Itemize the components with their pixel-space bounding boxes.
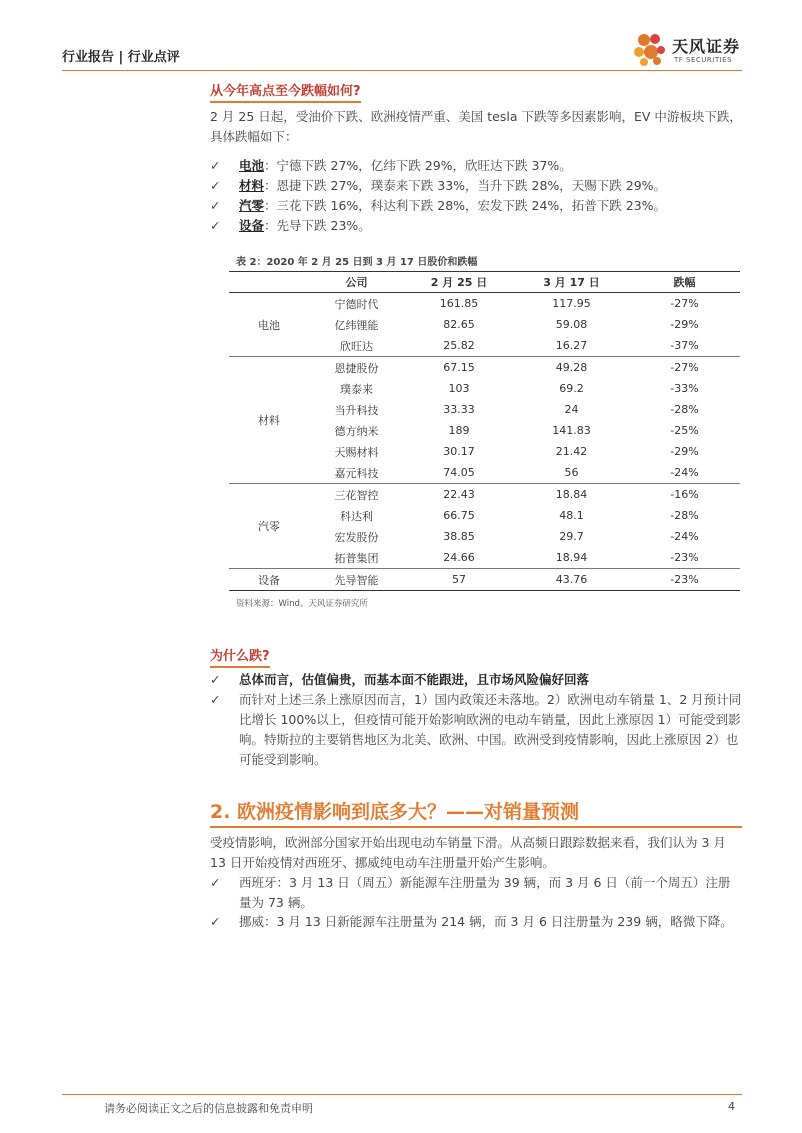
report-category: 行业报告 | 行业点评 <box>62 50 180 65</box>
change-cell: -28% <box>670 509 699 522</box>
list-item: ✓ 挪威：3 月 13 日新能源车注册量为 214 辆，而 3 月 6 日注册量为 239 辆，略微下降。 <box>210 912 742 932</box>
price-cell: 18.94 <box>514 547 629 569</box>
price-cell: 56 <box>514 462 629 484</box>
company-cell: 嘉元科技 <box>309 462 404 484</box>
column-header: 2 月 25 日 <box>404 272 514 293</box>
price-cell: 33.33 <box>443 403 475 416</box>
company-cell: 天赐材料 <box>334 445 379 459</box>
company-cell: 拓普集团 <box>309 547 404 569</box>
change-cell: -27% <box>670 297 699 310</box>
logo-english: TF SECURITIES <box>674 56 733 64</box>
list-item: ✓ 西班牙：3 月 13 日（周五）新能源车注册量为 39 辆，而 3 月 6 日（前一个周五）注册量为 73 辆。 <box>210 875 731 910</box>
company-cell: 科达利 <box>340 509 373 523</box>
list-item: ✓ 材料：恩捷下跌 27%，璞泰来下跌 33%，当升下跌 28%，天赐下跌 29%。 <box>210 176 742 196</box>
price-cell: 141.83 <box>552 424 591 437</box>
table-source: 资料来源：Wind、天风证券研究所 <box>236 599 368 609</box>
change-cell: -23% <box>629 547 740 569</box>
company-cell: 璞泰来 <box>340 382 373 396</box>
column-header: 3 月 17 日 <box>514 272 629 293</box>
change-cell: -16% <box>670 488 699 501</box>
company-cell: 宁德时代 <box>334 297 379 311</box>
checkmark-icon: ✓ <box>210 692 221 707</box>
company-cell: 欣旺达 <box>309 335 404 357</box>
stock-price-table <box>229 271 740 591</box>
table-row <box>229 569 740 591</box>
change-cell: -33% <box>670 382 699 395</box>
section-heading-europe: 2. 欧洲疫情影响到底多大？——对销量预测 <box>210 801 580 823</box>
group-label: 材料 <box>229 357 309 484</box>
price-cell: 57 <box>404 569 514 591</box>
price-cell: 161.85 <box>439 297 479 310</box>
price-cell: 117.95 <box>552 297 591 310</box>
price-cell: 49.28 <box>555 361 588 374</box>
checkmark-icon: ✓ <box>210 178 221 193</box>
list-item: ✓ 而针对上述三条上涨原因而言，1）国内政策还未落地。2）欧洲电动车销量 1、2 月预计同比增长 100%以上，但疫情可能开始影响欧洲的电动车销量，因此上涨原因 1）可能受到影响。特斯拉的主要销售地区为北美、欧洲、中国。欧洲受到疫情影响，因此上涨原因 2）也可能受到影响。 <box>210 692 742 767</box>
price-cell: 25.82 <box>404 335 514 357</box>
price-cell: 67.15 <box>443 361 475 374</box>
list-item: ✓ 电池：宁德下跌 27%，亿纬下跌 29%，欣旺达下跌 37%。 <box>210 156 742 176</box>
section1-intro: 2 月 25 日起，受油价下跌、欧洲疫情严重、美国 tesla 下跌等多因素影响，EV 中游板块下跌，具体跌幅如下： <box>210 109 742 144</box>
company-cell: 当升科技 <box>334 403 379 417</box>
column-header: 公司 <box>309 272 404 293</box>
checkmark-icon: ✓ <box>210 672 221 687</box>
table-header-row <box>229 272 740 293</box>
column-header <box>229 272 309 293</box>
price-cell: 29.7 <box>559 530 584 543</box>
flower-logo-icon <box>630 30 670 70</box>
price-cell: 21.42 <box>555 445 588 458</box>
price-cell: 24 <box>564 403 579 416</box>
footer-rule <box>62 1094 742 1095</box>
section3-intro: 受疫情影响，欧洲部分国家开始出现电动车销量下滑。从高频日跟踪数据来看，我们认为 3 月 13 日开始疫情对西班牙、挪威纯电动车注册量开始产生影响。 <box>210 835 726 870</box>
price-cell: 30.17 <box>443 445 475 458</box>
price-cell: 82.65 <box>443 318 475 331</box>
price-cell: 103 <box>448 382 470 395</box>
price-cell: 189 <box>448 424 470 437</box>
company-cell: 三花智控 <box>334 488 379 502</box>
price-cell: 16.27 <box>514 335 629 357</box>
table-caption: 表 2：2020 年 2 月 25 日到 3 月 17 日股价和跌幅 <box>236 257 478 268</box>
company-cell: 先导智能 <box>309 569 404 591</box>
change-cell: -24% <box>629 462 740 484</box>
checkmark-icon: ✓ <box>210 198 221 213</box>
heading-rule <box>210 826 742 828</box>
change-cell: -27% <box>670 361 699 374</box>
checkmark-icon: ✓ <box>210 218 221 233</box>
company-logo <box>630 30 742 70</box>
change-cell: -23% <box>629 569 740 591</box>
change-cell: -29% <box>670 318 699 331</box>
checkmark-icon: ✓ <box>210 875 221 890</box>
list-item: ✓ 设备：先导下跌 23%。 <box>210 216 742 236</box>
page-number: 4 <box>728 1100 735 1113</box>
table-row <box>229 357 740 379</box>
company-cell: 德方纳米 <box>334 424 379 438</box>
company-cell: 宏发股份 <box>334 530 379 544</box>
price-cell: 43.76 <box>514 569 629 591</box>
change-cell: -25% <box>670 424 699 437</box>
price-cell: 69.2 <box>559 382 584 395</box>
footer-disclaimer: 请务必阅读正文之后的信息披露和免责申明 <box>104 1102 313 1115</box>
change-cell: -37% <box>629 335 740 357</box>
change-cell: -29% <box>670 445 699 458</box>
price-cell: 48.1 <box>559 509 584 522</box>
checkmark-icon: ✓ <box>210 158 221 173</box>
price-cell: 38.85 <box>443 530 475 543</box>
company-cell: 恩捷股份 <box>334 361 379 375</box>
logo-name: 天风证券 <box>672 37 741 56</box>
group-label: 设备 <box>229 569 309 591</box>
change-cell: -28% <box>670 403 699 416</box>
checkmark-icon: ✓ <box>210 914 221 929</box>
column-header: 跌幅 <box>629 272 740 293</box>
section-title-why: 为什么跌? <box>210 645 270 668</box>
price-cell: 24.66 <box>404 547 514 569</box>
list-item: ✓ 总体而言，估值偏贵，而基本面不能跟进，且市场风险偏好回落 <box>210 670 742 690</box>
section-title-decline: 从今年高点至今跌幅如何? <box>210 80 361 103</box>
table-row <box>229 293 740 315</box>
price-cell: 74.05 <box>404 462 514 484</box>
change-cell: -24% <box>670 530 699 543</box>
price-cell: 59.08 <box>555 318 588 331</box>
group-label: 汽零 <box>229 484 309 569</box>
table-row <box>229 484 740 506</box>
company-cell: 亿纬锂能 <box>334 318 379 332</box>
header-rule <box>62 70 742 71</box>
price-cell: 22.43 <box>443 488 475 501</box>
price-cell: 66.75 <box>443 509 475 522</box>
price-cell: 18.84 <box>555 488 588 501</box>
list-item: ✓ 汽零：三花下跌 16%，科达利下跌 28%，宏发下跌 24%，拓普下跌 23%。 <box>210 196 742 216</box>
group-label: 电池 <box>229 293 309 357</box>
